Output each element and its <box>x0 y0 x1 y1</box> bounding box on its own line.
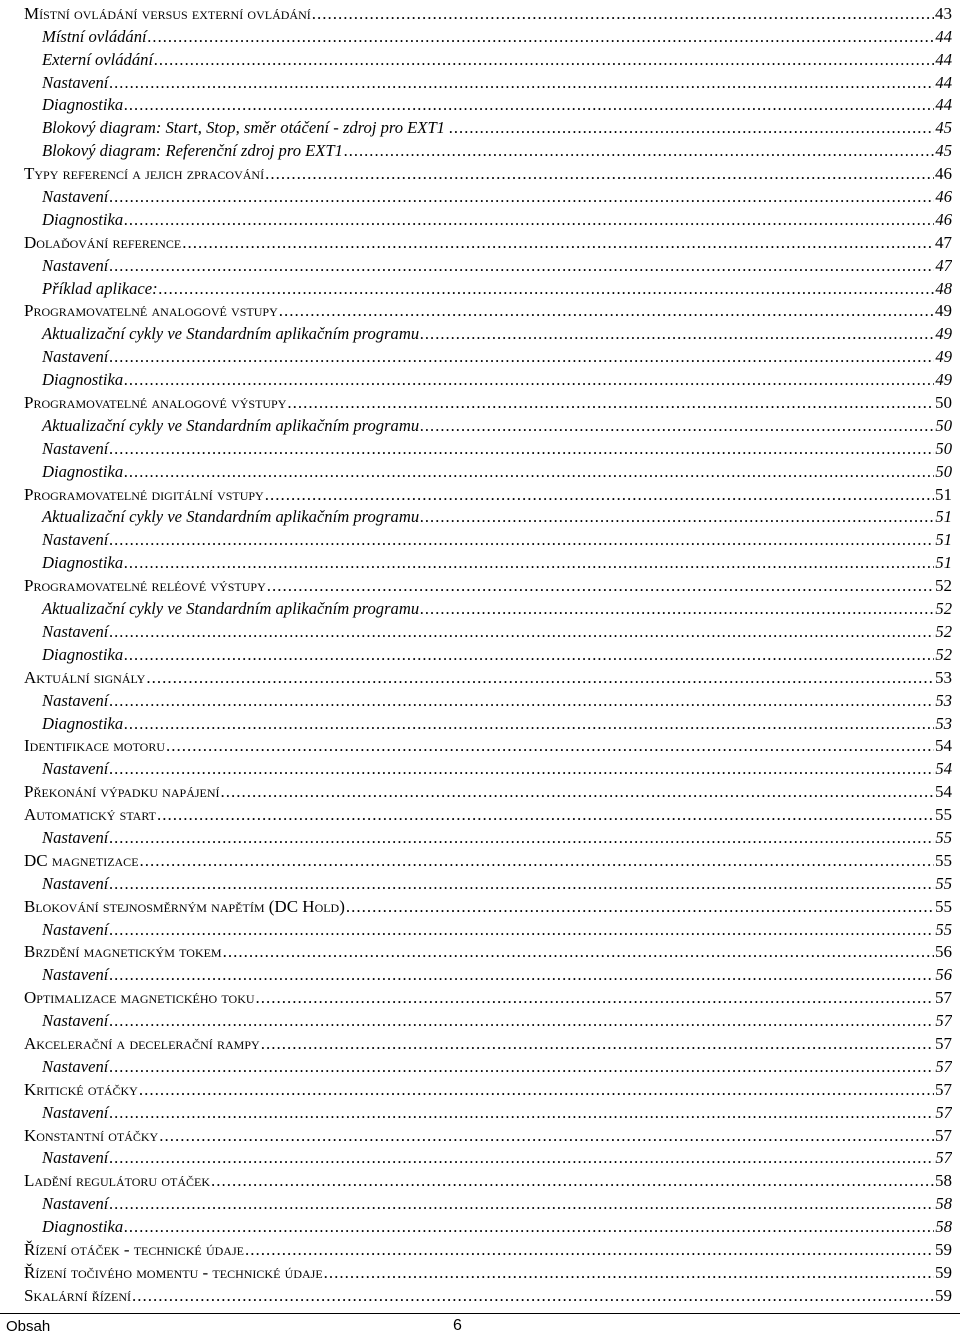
toc-dot-leader <box>166 737 934 755</box>
toc-entry-title: Optimalizace magnetického toku <box>24 988 255 1008</box>
toc-entry-page-number: 50 <box>935 393 952 413</box>
toc-entry-page-number: 57 <box>935 1102 952 1122</box>
toc-subsection-entry[interactable] <box>24 504 952 527</box>
toc-dot-leader <box>124 371 934 389</box>
toc-entry-title: Překonání výpadku napájení <box>24 782 220 802</box>
toc-subsection-entry[interactable] <box>24 183 952 206</box>
toc-entry-page-number: 50 <box>935 415 952 435</box>
toc-entry-title: Nastavení <box>42 1148 109 1168</box>
toc-subsection-entry[interactable] <box>24 755 952 778</box>
toc-dot-leader <box>124 715 934 733</box>
toc-entry-title: Blokový diagram: Start, Stop, směr otáčení - zdroj pro EXT1 . <box>42 118 454 138</box>
toc-section-entry[interactable] <box>24 481 952 504</box>
toc-subsection-entry[interactable] <box>24 595 952 618</box>
toc-entry-title: Nastavení <box>42 1102 109 1122</box>
toc-entry-page-number: 46 <box>935 209 952 229</box>
toc-section-entry[interactable] <box>24 778 952 801</box>
toc-entry-page-number: 52 <box>935 576 952 596</box>
toc-subsection-entry[interactable] <box>24 1145 952 1168</box>
toc-entry-page-number: 57 <box>935 1125 952 1145</box>
toc-entry-page-number: 51 <box>935 530 952 550</box>
toc-entry-page-number: 54 <box>935 782 952 802</box>
toc-entry-page-number: 51 <box>935 507 952 527</box>
toc-entry-title: Ladění regulátoru otáček <box>24 1171 210 1191</box>
toc-entry-title: Aktualizační cykly ve Standardním aplikačním programu <box>42 599 420 619</box>
toc-entry-title: Nastavení <box>42 919 109 939</box>
toc-entry-title: Diagnostika <box>42 370 124 390</box>
toc-dot-leader <box>109 257 934 275</box>
toc-entry-page-number: 48 <box>935 278 952 298</box>
toc-dot-leader <box>420 508 934 526</box>
toc-dot-leader <box>109 440 934 458</box>
toc-dot-leader <box>124 211 934 229</box>
toc-entry-title: Externí ovládání <box>42 49 154 69</box>
toc-dot-leader <box>109 1104 934 1122</box>
toc-dot-leader <box>159 280 935 298</box>
toc-entry-page-number: 46 <box>935 187 952 207</box>
toc-entry-page-number: 57 <box>935 1011 952 1031</box>
toc-dot-leader <box>420 417 934 435</box>
toc-dot-leader <box>109 1012 934 1030</box>
toc-entry-page-number: 52 <box>935 621 952 641</box>
toc-section-entry[interactable] <box>24 572 952 595</box>
toc-section-entry[interactable] <box>24 1167 952 1190</box>
toc-dot-leader <box>109 1149 934 1167</box>
toc-dot-leader <box>261 1035 934 1053</box>
toc-dot-leader <box>124 463 934 481</box>
toc-section-entry[interactable] <box>24 1236 952 1259</box>
toc-entry-page-number: 53 <box>935 690 952 710</box>
toc-dot-leader <box>124 646 934 664</box>
toc-dot-leader <box>157 806 934 824</box>
toc-entry-title: Nastavení <box>42 1011 109 1031</box>
toc-entry-page-number: 49 <box>935 301 952 321</box>
toc-subsection-entry[interactable] <box>24 1099 952 1122</box>
toc-subsection-entry[interactable] <box>24 92 952 115</box>
footer-section-label: Obsah <box>6 1318 51 1335</box>
toc-entry-title: Diagnostika <box>42 1217 124 1237</box>
toc-dot-leader <box>223 943 934 961</box>
toc-entry-title: Nastavení <box>42 72 109 92</box>
toc-entry-page-number: 58 <box>935 1171 952 1191</box>
toc-entry-page-number: 45 <box>935 141 952 161</box>
toc-entry-title: Nastavení <box>42 690 109 710</box>
toc-entry-title: Nastavení <box>42 1056 109 1076</box>
toc-section-entry[interactable] <box>24 160 952 183</box>
toc-entry-page-number: 55 <box>935 827 952 847</box>
toc-entry-page-number: 47 <box>935 232 952 252</box>
toc-entry-title: Programovatelné analogové vstupy <box>24 301 278 321</box>
toc-subsection-entry[interactable] <box>24 69 952 92</box>
toc-dot-leader <box>109 348 934 366</box>
toc-entry-title: Diagnostika <box>42 644 124 664</box>
toc-section-entry[interactable] <box>24 664 952 687</box>
toc-entry-page-number: 56 <box>935 942 952 962</box>
toc-entry-page-number: 45 <box>935 118 952 138</box>
toc-entry-page-number: 47 <box>935 255 952 275</box>
toc-entry-title: Akcelerační a decelerační rampy <box>24 1033 260 1053</box>
toc-entry-title: Aktualizační cykly ve Standardním aplikačním programu <box>42 507 420 527</box>
toc-entry-page-number: 55 <box>935 919 952 939</box>
toc-dot-leader <box>109 875 934 893</box>
toc-entry-title: Aktualizační cykly ve Standardním aplikačním programu <box>42 415 420 435</box>
toc-subsection-entry[interactable] <box>24 1213 952 1236</box>
toc-entry-title: Programovatelné digitální vstupy <box>24 484 264 504</box>
toc-dot-leader <box>279 302 934 320</box>
toc-entry-page-number: 44 <box>935 72 952 92</box>
toc-section-entry[interactable] <box>24 0 952 23</box>
toc-entry-title: Řízení otáček - technické údaje <box>24 1239 244 1259</box>
toc-subsection-entry[interactable] <box>24 1053 952 1076</box>
toc-subsection-entry[interactable] <box>24 114 952 137</box>
toc-subsection-entry[interactable] <box>24 458 952 481</box>
toc-section-entry[interactable] <box>24 1030 952 1053</box>
toc-entry-title: Nastavení <box>42 873 109 893</box>
toc-dot-leader <box>109 1195 934 1213</box>
toc-entry-page-number: 59 <box>935 1262 952 1282</box>
toc-entry-title: Typy referencí a jejich zpracování <box>24 164 265 184</box>
toc-entry-page-number: 57 <box>935 1056 952 1076</box>
toc-dot-leader <box>346 898 934 916</box>
toc-entry-page-number: 50 <box>935 438 952 458</box>
toc-dot-leader <box>124 96 934 114</box>
toc-entry-title: Nastavení <box>42 827 109 847</box>
toc-dot-leader <box>324 1264 934 1282</box>
toc-dot-leader <box>154 51 934 69</box>
toc-entry-title: Nastavení <box>42 1194 109 1214</box>
toc-dot-leader <box>287 394 934 412</box>
toc-entry-page-number: 56 <box>935 965 952 985</box>
toc-entry-page-number: 58 <box>935 1194 952 1214</box>
toc-entry-title: Řízení točivého momentu - technické údaje <box>24 1262 323 1282</box>
toc-dot-leader <box>256 989 934 1007</box>
toc-entry-page-number: 43 <box>935 3 952 23</box>
toc-dot-leader <box>109 966 934 984</box>
toc-entry-page-number: 44 <box>935 49 952 69</box>
toc-section-entry[interactable] <box>24 1076 952 1099</box>
toc-entry-title: Programovatelné reléové výstupy <box>24 576 266 596</box>
toc-dot-leader <box>211 1172 934 1190</box>
toc-subsection-entry[interactable] <box>24 412 952 435</box>
table-of-contents <box>24 0 952 1305</box>
toc-section-entry[interactable] <box>24 984 952 1007</box>
toc-entry-title: Diagnostika <box>42 713 124 733</box>
toc-entry-title: Nastavení <box>42 530 109 550</box>
toc-dot-leader <box>109 188 934 206</box>
toc-subsection-entry[interactable] <box>24 870 952 893</box>
toc-dot-leader <box>420 325 934 343</box>
toc-section-entry[interactable] <box>24 893 952 916</box>
toc-section-entry[interactable] <box>24 298 952 321</box>
toc-entry-page-number: 54 <box>935 736 952 756</box>
toc-section-entry[interactable] <box>24 229 952 252</box>
toc-subsection-entry[interactable] <box>24 320 952 343</box>
toc-entry-page-number: 57 <box>935 988 952 1008</box>
toc-entry-title: Dolaďování reference <box>24 232 182 252</box>
toc-section-entry[interactable] <box>24 1282 952 1305</box>
toc-entry-page-number: 57 <box>935 1033 952 1053</box>
toc-entry-page-number: 51 <box>935 484 952 504</box>
toc-subsection-entry[interactable] <box>24 824 952 847</box>
toc-dot-leader <box>124 1218 934 1236</box>
toc-entry-page-number: 49 <box>935 370 952 390</box>
toc-subsection-entry[interactable] <box>24 641 952 664</box>
toc-subsection-entry[interactable] <box>24 435 952 458</box>
toc-dot-leader <box>139 1081 934 1099</box>
toc-entry-page-number: 58 <box>935 1217 952 1237</box>
toc-subsection-entry[interactable] <box>24 23 952 46</box>
toc-subsection-entry[interactable] <box>24 137 952 160</box>
toc-section-entry[interactable] <box>24 801 952 824</box>
toc-entry-page-number: 55 <box>935 850 952 870</box>
toc-dot-leader <box>182 234 934 252</box>
toc-entry-page-number: 57 <box>935 1079 952 1099</box>
toc-entry-page-number: 49 <box>935 347 952 367</box>
toc-dot-leader <box>140 852 934 870</box>
toc-entry-title: Nastavení <box>42 255 109 275</box>
toc-section-entry[interactable] <box>24 389 952 412</box>
toc-entry-title: Diagnostika <box>42 209 124 229</box>
toc-dot-leader <box>267 577 934 595</box>
toc-subsection-entry[interactable] <box>24 961 952 984</box>
toc-dot-leader <box>265 486 934 504</box>
toc-section-entry[interactable] <box>24 733 952 756</box>
toc-subsection-entry[interactable] <box>24 206 952 229</box>
toc-entry-title: DC magnetizace <box>24 850 139 870</box>
toc-dot-leader <box>132 1287 934 1305</box>
toc-entry-title: Nastavení <box>42 965 109 985</box>
toc-entry-title: Aktualizační cykly ve Standardním aplikačním programu <box>42 324 420 344</box>
toc-entry-title: Blokování stejnosměrným napětím (DC Hold) <box>24 896 345 916</box>
toc-entry-title: Nastavení <box>42 621 109 641</box>
toc-dot-leader <box>148 28 935 46</box>
toc-dot-leader <box>109 623 934 641</box>
toc-dot-leader <box>109 531 934 549</box>
footer-page-number: 6 <box>453 1317 462 1334</box>
toc-subsection-entry[interactable] <box>24 687 952 710</box>
toc-entry-title: Nastavení <box>42 347 109 367</box>
toc-entry-page-number: 54 <box>935 759 952 779</box>
toc-dot-leader <box>124 554 934 572</box>
toc-entry-title: Diagnostika <box>42 553 124 573</box>
toc-entry-title: Nastavení <box>42 759 109 779</box>
toc-dot-leader <box>109 760 934 778</box>
toc-entry-title: Diagnostika <box>42 461 124 481</box>
toc-dot-leader <box>109 74 934 92</box>
toc-section-entry[interactable] <box>24 847 952 870</box>
toc-entry-page-number: 53 <box>935 667 952 687</box>
toc-subsection-entry[interactable] <box>24 46 952 69</box>
toc-entry-page-number: 44 <box>935 95 952 115</box>
toc-entry-page-number: 55 <box>935 896 952 916</box>
toc-entry-title: Nastavení <box>42 438 109 458</box>
toc-entry-page-number: 46 <box>935 164 952 184</box>
toc-entry-title: Kritické otáčky <box>24 1079 138 1099</box>
toc-section-entry[interactable] <box>24 939 952 962</box>
toc-entry-page-number: 49 <box>935 324 952 344</box>
toc-entry-page-number: 52 <box>935 644 952 664</box>
toc-subsection-entry[interactable] <box>24 549 952 572</box>
toc-dot-leader <box>265 165 934 183</box>
toc-subsection-entry[interactable] <box>24 526 952 549</box>
toc-subsection-entry[interactable] <box>24 1190 952 1213</box>
footer-divider <box>0 1313 960 1314</box>
toc-dot-leader <box>245 1241 934 1259</box>
toc-entry-page-number: 59 <box>935 1285 952 1305</box>
toc-entry-title: Brzdění magnetickým tokem <box>24 942 222 962</box>
toc-subsection-entry[interactable] <box>24 252 952 275</box>
toc-subsection-entry[interactable] <box>24 275 952 298</box>
toc-entry-title: Místní ovládání <box>42 26 147 46</box>
toc-subsection-entry[interactable] <box>24 618 952 641</box>
toc-dot-leader <box>109 921 934 939</box>
toc-dot-leader <box>146 669 934 687</box>
toc-entry-title: Skalární řízení <box>24 1285 132 1305</box>
toc-entry-page-number: 50 <box>935 461 952 481</box>
toc-entry-title: Příklad aplikace: <box>42 278 158 298</box>
toc-entry-title: Aktuální signály <box>24 667 146 687</box>
toc-entry-title: Místní ovládání versus externí ovládání <box>24 3 311 23</box>
toc-entry-title: Nastavení <box>42 187 109 207</box>
toc-entry-title: Programovatelné analogové výstupy <box>24 393 287 413</box>
toc-dot-leader <box>344 142 934 160</box>
toc-entry-page-number: 57 <box>935 1148 952 1168</box>
toc-subsection-entry[interactable] <box>24 366 952 389</box>
toc-dot-leader <box>109 829 934 847</box>
toc-dot-leader <box>221 783 934 801</box>
toc-subsection-entry[interactable] <box>24 343 952 366</box>
toc-entry-page-number: 52 <box>935 599 952 619</box>
toc-entry-page-number: 51 <box>935 553 952 573</box>
toc-entry-title: Identifikace motoru <box>24 736 166 756</box>
toc-entry-title: Automatický start <box>24 805 156 825</box>
toc-dot-leader <box>109 692 934 710</box>
toc-dot-leader <box>159 1127 934 1145</box>
toc-dot-leader <box>420 600 934 618</box>
toc-entry-title: Diagnostika <box>42 95 124 115</box>
toc-dot-leader <box>312 5 934 23</box>
toc-section-entry[interactable] <box>24 1122 952 1145</box>
toc-subsection-entry[interactable] <box>24 710 952 733</box>
toc-entry-page-number: 55 <box>935 805 952 825</box>
toc-section-entry[interactable] <box>24 1259 952 1282</box>
toc-subsection-entry[interactable] <box>24 1007 952 1030</box>
toc-entry-title: Konstantní otáčky <box>24 1125 159 1145</box>
toc-subsection-entry[interactable] <box>24 916 952 939</box>
toc-entry-page-number: 55 <box>935 873 952 893</box>
toc-dot-leader <box>109 1058 934 1076</box>
toc-entry-title: Blokový diagram: Referenční zdroj pro EXT1 <box>42 141 343 161</box>
toc-entry-page-number: 59 <box>935 1239 952 1259</box>
toc-dot-leader <box>454 119 934 137</box>
toc-entry-page-number: 44 <box>935 26 952 46</box>
toc-entry-page-number: 53 <box>935 713 952 733</box>
